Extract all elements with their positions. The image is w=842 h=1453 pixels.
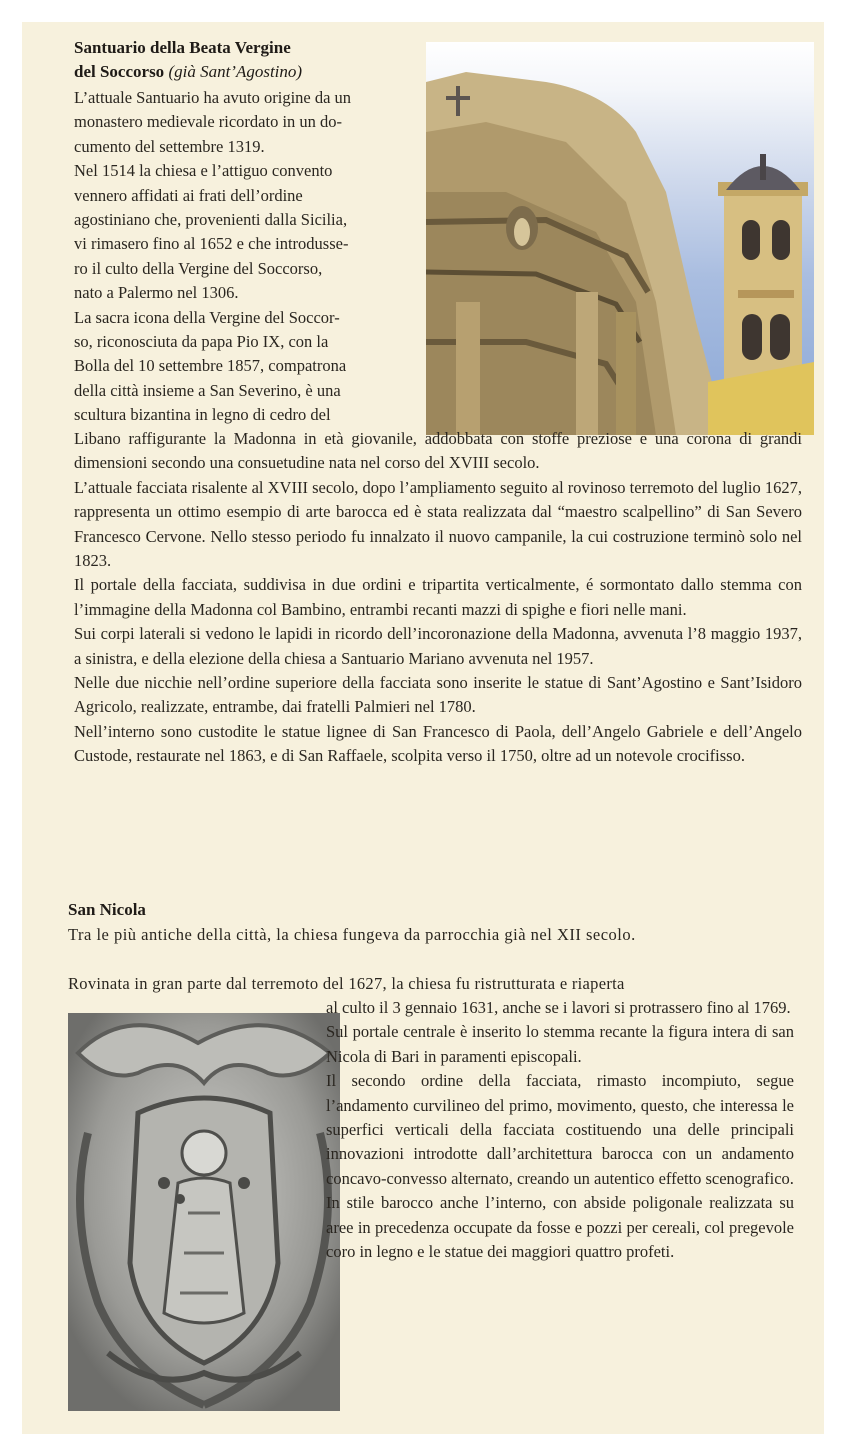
section2-title: San Nicola <box>68 900 146 919</box>
narrow-line: vennero affidati ai frati dell’ordine <box>74 185 303 205</box>
section1-title-line2: del Soccorso <box>74 62 165 81</box>
section2-narrow-column <box>326 996 794 1264</box>
section2-wide-line-text: Rovinata in gran parte dal terremoto del 1627, la chiesa fu ristrutturata e riaperta <box>68 974 625 993</box>
narrow-line: La sacra icona della Vergine del Soccor- <box>74 307 340 327</box>
section2-paragraph: al culto il 3 gennaio 1631, anche se i lavori si protrassero fino al 1769. <box>326 998 791 1017</box>
narrow-line: cumento del settembre 1319. <box>74 136 265 156</box>
section2-paragraph: In stile barocco anche l’interno, con abside poligonale realizzata su aree in precedenza occupate da fosse e pozzi per cereali, col pregevole coro in legno e le statue dei maggiori quattro profeti. <box>326 1193 794 1262</box>
church-facade-icon <box>426 42 814 435</box>
church-facade-photo <box>426 42 814 435</box>
stone-coat-of-arms-icon <box>68 1013 340 1411</box>
narrow-line: della città insieme a San Severino, è una <box>74 380 341 400</box>
section1-paragraph: Nelle due nicchie nell’ordine superiore della facciata sono inserite le statue di Sant’Agostino e Sant’Isidoro Agricolo, realizzate, entrambe, dai fratelli Palmieri nel 1780. <box>74 673 802 717</box>
section1-paragraph: Sui corpi laterali si vedono le lapidi in ricordo dell’incoronazione della Madonna, avvenuta l’8 maggio 1937, a sinistra, e della elezione della chiesa a Santuario Mariano avvenuta nel 1957. <box>74 624 802 668</box>
section2-paragraph: Sul portale centrale è inserito lo stemma recante la figura intera di san Nicola di Bari in paramenti episcopali. <box>326 1022 794 1066</box>
narrow-line: Bolla del 10 settembre 1857, compatrona <box>74 356 347 376</box>
narrow-line: ro il culto della Vergine del Soccorso, <box>74 258 323 278</box>
section1-narrow-column <box>74 86 416 428</box>
section1-body <box>74 427 802 769</box>
stone-relief-photo <box>68 1013 340 1411</box>
section2-paragraph: Il secondo ordine della facciata, rimasto incompiuto, segue l’andamento curvilineo del primo, movimento, questo, che interessa le superfici verticali della facciata costituendo una delle principali innovazioni introdotte dall’architettura barocca con un andamento concavo-convesso alternato, creando un autentico effetto scenografico. <box>326 1071 794 1188</box>
narrow-line: scultura bizantina in legno di cedro del <box>74 405 331 425</box>
section1-paragraph: Nell’interno sono custodite le statue lignee di San Francesco di Paola, dell’Angelo Gabriele e dell’Angelo Custode, restaurate nel 1863, e di San Raffaele, scolpita verso il 1750, oltre ad un notevole crocifisso. <box>74 721 802 766</box>
section1-paragraph: Libano raffigurante la Madonna in età giovanile, addobbata con stoffe preziose e una corona di grandi dimensioni secondo una consuetudine nata nel corso del XVIII secolo. <box>74 429 802 473</box>
narrow-line: agostiniano che, provenienti dalla Sicilia, <box>74 210 348 230</box>
section2-intro <box>68 923 798 947</box>
section2-intro-text: Tra le più antiche della città, la chiesa fungeva da parrocchia già nel XII secolo. <box>68 925 636 944</box>
section1-subtitle: (già Sant’Agostino) <box>168 62 303 81</box>
section1-paragraph: L’attuale facciata risalente al XVIII secolo, dopo l’ampliamento seguito al rovinoso terremoto del luglio 1627, rappresenta un ottimo esempio di arte barocca ed è stata realizzata dal “maestro scalpellino” di San Severo Francesco Cervone. Nello stesso periodo fu innalzato il nuovo campanile, la cui costruzione terminò solo nel 1823. <box>74 477 802 571</box>
section1-title <box>74 36 302 84</box>
section1-paragraph: Il portale della facciata, suddivisa in due ordini e tripartita verticalmente, é sormontato dallo stemma con l’immagine della Madonna col Bambino, entrambi recanti mazzi di spighe e fiori nelle mani. <box>74 575 802 619</box>
section1-title-line1: Santuario della Beata Vergine <box>74 38 291 57</box>
narrow-line: Nel 1514 la chiesa e l’attiguo convento <box>74 161 333 181</box>
narrow-line: nato a Palermo nel 1306. <box>74 283 239 303</box>
narrow-line: vi rimasero fino al 1652 e che introdusse- <box>74 234 349 254</box>
section2-wide-line <box>68 972 808 996</box>
narrow-line: so, riconosciuta da papa Pio IX, con la <box>74 332 329 352</box>
narrow-line: monastero medievale ricordato in un do- <box>74 112 343 132</box>
narrow-line: L’attuale Santuario ha avuto origine da un <box>74 88 352 107</box>
page <box>22 22 824 1434</box>
